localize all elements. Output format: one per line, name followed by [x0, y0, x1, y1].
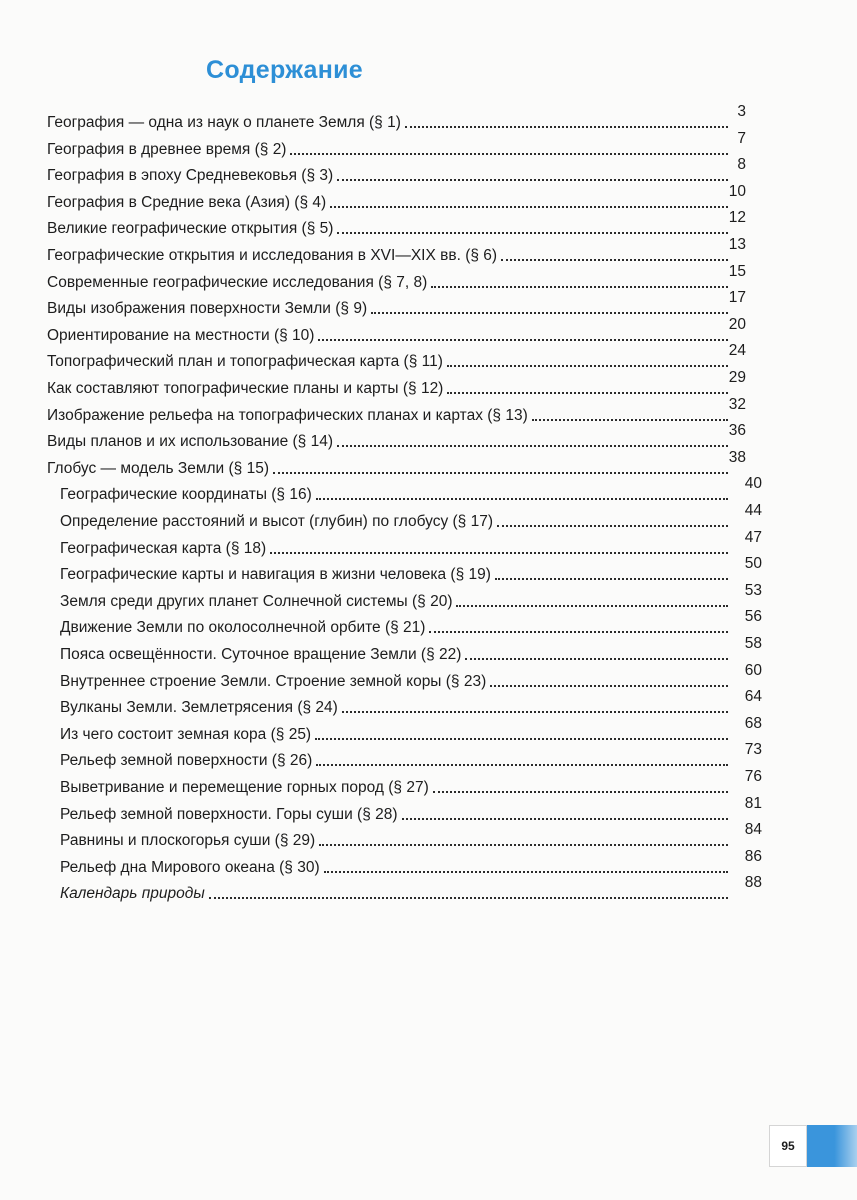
- toc-entry-title: Выветривание и перемещение горных пород (§ 27): [60, 779, 429, 796]
- toc-entry: [47, 137, 728, 159]
- toc-entry-title: География — одна из наук о планете Земля (§ 1): [47, 114, 401, 131]
- toc-entry-page: 8: [737, 156, 746, 174]
- toc-entry: [47, 243, 728, 265]
- toc-leader-dots: [501, 259, 728, 261]
- page-number: 95: [769, 1125, 807, 1167]
- toc-entry: [60, 669, 728, 691]
- toc-leader-dots: [337, 445, 728, 447]
- toc-entry: [60, 722, 728, 744]
- page-footer: [769, 1125, 857, 1167]
- toc-entry-title: География в Средние века (Азия) (§ 4): [47, 193, 327, 211]
- toc-entry: [47, 163, 728, 185]
- toc-entry-page: 13: [728, 236, 746, 253]
- toc-leader-dots: [405, 126, 728, 128]
- toc-entry-title: Внутреннее строение Земли. Строение земной коры (§ 23): [60, 672, 487, 690]
- toc-entry-page: 40: [744, 475, 762, 493]
- toc-leader-dots: [337, 232, 728, 234]
- toc-entry-title: Современные географические исследования (§ 7, 8): [47, 273, 428, 291]
- toc-leader-dots: [402, 818, 728, 820]
- toc-entry-page: 10: [728, 182, 746, 200]
- toc-entry: [60, 562, 728, 584]
- toc-entry-title: Движение Земли по околосолнечной орбите (§ 21): [60, 619, 426, 637]
- toc-entry-page: 29: [728, 369, 746, 386]
- toc-entry-title: Глобус — модель Земли (§ 15): [47, 459, 269, 477]
- toc-entry-page: 36: [728, 422, 746, 440]
- toc-entry-page: 60: [744, 661, 762, 679]
- toc-entry: [60, 615, 728, 637]
- toc-entry-title: Пояса освещённости. Суточное вращение Земли (§ 22): [60, 646, 462, 663]
- toc-leader-dots: [490, 685, 728, 687]
- toc-leader-dots: [273, 472, 728, 474]
- toc-leader-dots: [316, 764, 728, 766]
- toc-leader-dots: [330, 206, 728, 208]
- toc-entry: [60, 695, 728, 717]
- toc-leader-dots: [495, 578, 728, 580]
- toc-entry: [60, 642, 728, 664]
- toc-entry: [47, 270, 728, 292]
- toc-entry-title: Великие географические открытия (§ 5): [47, 220, 334, 238]
- toc-leader-dots: [319, 844, 728, 846]
- toc-entry-page: 44: [744, 502, 762, 519]
- toc-entry-title: Календарь природы: [60, 885, 205, 903]
- toc-entry-page: 47: [744, 528, 762, 546]
- toc-entry-page: 64: [744, 688, 762, 706]
- toc-entry-page: 68: [744, 714, 762, 732]
- toc-entry-title: География в эпоху Средневековья (§ 3): [47, 167, 334, 185]
- toc-entry-title: Земля среди других планет Солнечной системы (§ 20): [60, 592, 453, 610]
- toc-entry-page: 32: [728, 395, 746, 413]
- toc-leader-dots: [456, 605, 728, 607]
- toc-entry-title: Географическая карта (§ 18): [60, 539, 267, 557]
- toc-entry-title: Из чего состоит земная кора (§ 25): [60, 725, 312, 743]
- toc-entry-title: Рельеф земной поверхности. Горы суши (§ 28): [60, 805, 398, 823]
- toc-entry-title: Географические карты и навигация в жизни человека (§ 19): [60, 566, 491, 584]
- toc-entry: [47, 323, 728, 345]
- toc-entry-title: Определение расстояний и высот (глубин) по глобусу (§ 17): [60, 513, 494, 530]
- toc-entry-page: 38: [728, 448, 746, 466]
- toc-entry: [47, 190, 728, 212]
- toc-entry-title: Географические координаты (§ 16): [60, 486, 312, 504]
- toc-entry: [47, 376, 728, 398]
- toc-leader-dots: [318, 339, 728, 341]
- toc-entry: [47, 296, 728, 318]
- toc-entry-page: 58: [744, 635, 762, 652]
- toc-entry: [47, 456, 728, 478]
- toc-leader-dots: [447, 365, 728, 367]
- toc-entry-title: Изображение рельефа на топографических планах и картах (§ 13): [47, 406, 528, 424]
- toc-entry-title: Рельеф дна Мирового океана (§ 30): [60, 858, 320, 876]
- toc-entry-page: 50: [744, 555, 762, 573]
- toc-leader-dots: [324, 871, 728, 873]
- toc-entry: [47, 429, 728, 451]
- page-title: Содержание: [206, 56, 364, 84]
- toc-leader-dots: [431, 286, 728, 288]
- toc-entry-page: 12: [728, 209, 746, 227]
- toc-entry-page: 76: [744, 768, 762, 785]
- toc-entry-title: Вулканы Земли. Землетрясения (§ 24): [60, 699, 338, 717]
- toc-entry: [47, 349, 728, 371]
- toc-entry: [60, 775, 728, 797]
- toc-entry: [60, 509, 728, 531]
- toc-leader-dots: [316, 498, 728, 500]
- toc-entry-title: Как составляют топографические планы и карты (§ 12): [47, 380, 444, 397]
- toc-leader-dots: [337, 179, 728, 181]
- toc-entry-title: Равнины и плоскогорья суши (§ 29): [60, 832, 316, 850]
- toc-entry-page: 17: [728, 289, 746, 307]
- toc-entry: [47, 110, 728, 132]
- toc-leader-dots: [270, 552, 728, 554]
- toc-entry: [60, 589, 728, 611]
- toc-entry-page: 15: [728, 262, 746, 280]
- accent-bar: [807, 1125, 857, 1167]
- toc-entry: [60, 802, 728, 824]
- toc-leader-dots: [433, 791, 728, 793]
- toc-entry-title: Виды планов и их использование (§ 14): [47, 433, 334, 451]
- toc-leader-dots: [497, 525, 728, 527]
- toc-entry-title: Топографический план и топографическая карта (§ 11): [47, 353, 443, 371]
- toc-leader-dots: [465, 658, 728, 660]
- toc-entry-title: Географические открытия и исследования в XVI—XIX вв. (§ 6): [47, 247, 498, 264]
- toc-entry-title: Виды изображения поверхности Земли (§ 9): [47, 300, 368, 318]
- toc-entry: [60, 828, 728, 850]
- toc-entry-page: 73: [744, 741, 762, 759]
- toc-leader-dots: [342, 711, 728, 713]
- toc-entry: [60, 748, 728, 770]
- toc-entry: [47, 403, 728, 425]
- toc-entry-page: 3: [737, 103, 746, 120]
- toc-entry-page: 56: [744, 608, 762, 626]
- toc-leader-dots: [447, 392, 728, 394]
- toc-entry-page: 86: [744, 847, 762, 865]
- toc-entry-title: Рельеф земной поверхности (§ 26): [60, 752, 313, 770]
- toc-leader-dots: [429, 631, 728, 633]
- toc-entry: [60, 881, 728, 903]
- toc-entry: [60, 536, 728, 558]
- toc-entry-page: 81: [744, 794, 762, 812]
- toc-leader-dots: [315, 738, 728, 740]
- toc-entry-page: 88: [744, 874, 762, 892]
- toc-entry-page: 53: [744, 581, 762, 599]
- toc-leader-dots: [532, 419, 728, 421]
- toc-entry-page: 7: [737, 129, 746, 147]
- toc-entry: [60, 482, 728, 504]
- toc-leader-dots: [290, 153, 728, 155]
- toc-entry: [47, 216, 728, 238]
- toc-entry-page: 20: [728, 315, 746, 333]
- toc-entry-title: Ориентирование на местности (§ 10): [47, 326, 315, 344]
- toc-entry-page: 24: [728, 342, 746, 360]
- toc-entry-page: 84: [744, 821, 762, 839]
- toc-entry: [60, 855, 728, 877]
- toc-leader-dots: [371, 312, 728, 314]
- toc-entry-title: География в древнее время (§ 2): [47, 140, 287, 158]
- toc-leader-dots: [209, 897, 728, 899]
